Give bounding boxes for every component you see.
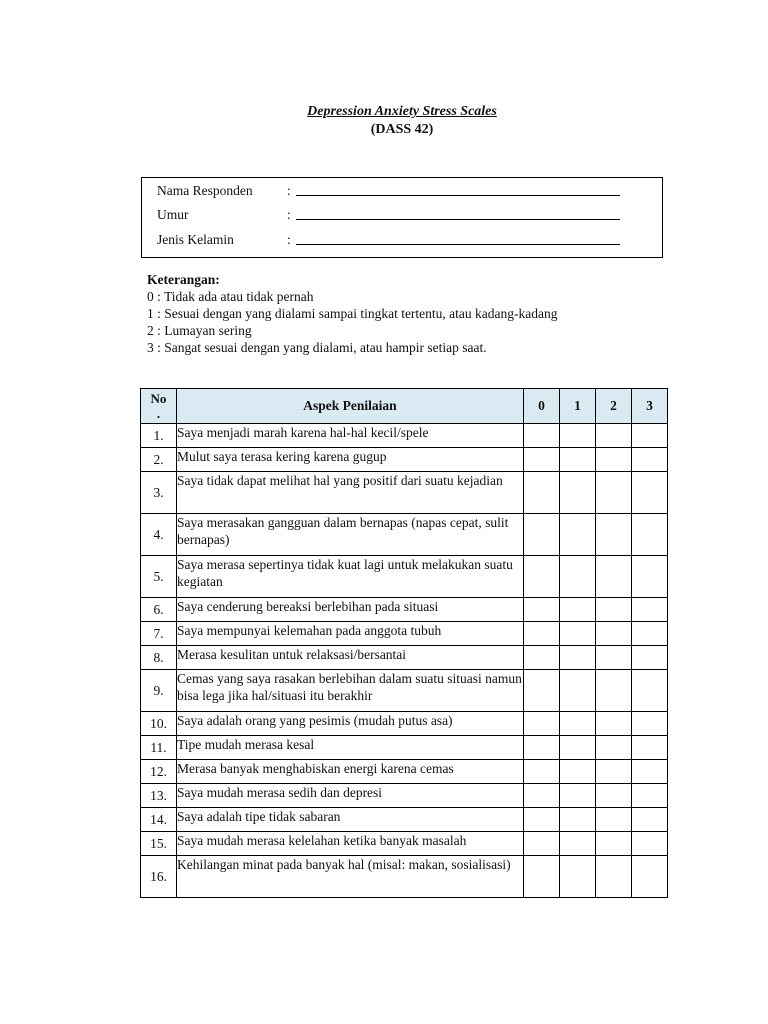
score-cell-0[interactable] [524, 712, 560, 736]
row-statement: Saya cenderung bereaksi berlebihan pada situasi [177, 598, 524, 622]
questionnaire-table [140, 388, 668, 898]
field-blank-line[interactable] [296, 195, 620, 196]
legend-item-3: 3 : Sangat sesuai dengan yang dialami, atau hampir setiap saat. [147, 340, 487, 355]
row-statement: Kehilangan minat pada banyak hal (misal: makan, sosialisasi) [177, 856, 524, 898]
column-header-score-0: 0 [524, 389, 560, 424]
legend-item-2: 2 : Lumayan sering [147, 323, 252, 338]
field-blank-line[interactable] [296, 219, 620, 220]
score-cell-1[interactable] [560, 622, 596, 646]
score-cell-1[interactable] [560, 646, 596, 670]
row-number: 10. [141, 712, 177, 736]
score-cell-1[interactable] [560, 736, 596, 760]
score-cell-1[interactable] [560, 514, 596, 556]
column-header-score-2: 2 [596, 389, 632, 424]
document-title: Depression Anxiety Stress Scales [307, 104, 497, 119]
row-statement: Saya adalah orang yang pesimis (mudah putus asa) [177, 712, 524, 736]
column-header-no [141, 389, 177, 424]
row-statement: Mulut saya terasa kering karena gugup [177, 448, 524, 472]
score-cell-1[interactable] [560, 784, 596, 808]
row-statement: Saya tidak dapat melihat hal yang positif dari suatu kejadian [177, 472, 524, 514]
table-row [141, 424, 668, 448]
row-number: 7. [141, 622, 177, 646]
score-cell-0[interactable] [524, 670, 560, 712]
score-cell-3[interactable] [632, 760, 668, 784]
score-cell-0[interactable] [524, 760, 560, 784]
score-cell-3[interactable] [632, 556, 668, 598]
table-row [141, 598, 668, 622]
score-cell-3[interactable] [632, 472, 668, 514]
field-label: Jenis Kelamin [157, 232, 234, 247]
score-cell-2[interactable] [596, 808, 632, 832]
score-cell-3[interactable] [632, 856, 668, 898]
row-number: 8. [141, 646, 177, 670]
score-cell-0[interactable] [524, 832, 560, 856]
score-cell-3[interactable] [632, 808, 668, 832]
score-cell-2[interactable] [596, 784, 632, 808]
score-cell-3[interactable] [632, 514, 668, 556]
table-row [141, 784, 668, 808]
field-colon: : [287, 207, 291, 222]
score-cell-0[interactable] [524, 646, 560, 670]
row-statement: Saya adalah tipe tidak sabaran [177, 808, 524, 832]
table-row [141, 856, 668, 898]
score-cell-1[interactable] [560, 472, 596, 514]
score-cell-2[interactable] [596, 448, 632, 472]
row-statement: Saya menjadi marah karena hal-hal kecil/spele [177, 424, 524, 448]
score-cell-0[interactable] [524, 784, 560, 808]
score-cell-0[interactable] [524, 598, 560, 622]
row-number: 2. [141, 448, 177, 472]
row-number: 11. [141, 736, 177, 760]
row-number: 14. [141, 808, 177, 832]
row-number: 12. [141, 760, 177, 784]
score-cell-0[interactable] [524, 472, 560, 514]
field-colon: : [287, 232, 291, 247]
score-cell-1[interactable] [560, 808, 596, 832]
score-cell-0[interactable] [524, 856, 560, 898]
score-cell-2[interactable] [596, 598, 632, 622]
score-cell-2[interactable] [596, 622, 632, 646]
score-cell-1[interactable] [560, 448, 596, 472]
column-header-no-dot: . [156, 406, 161, 421]
score-cell-2[interactable] [596, 856, 632, 898]
table-row [141, 808, 668, 832]
table-row [141, 832, 668, 856]
scoring-legend [147, 271, 558, 356]
row-statement: Merasa kesulitan untuk relaksasi/bersantai [177, 646, 524, 670]
legend-heading: Keterangan: [147, 272, 220, 287]
score-cell-0[interactable] [524, 514, 560, 556]
score-cell-2[interactable] [596, 424, 632, 448]
column-header-score-3: 3 [632, 389, 668, 424]
row-number: 13. [141, 784, 177, 808]
table-row [141, 760, 668, 784]
score-cell-1[interactable] [560, 712, 596, 736]
score-cell-3[interactable] [632, 424, 668, 448]
table-row [141, 448, 668, 472]
score-cell-2[interactable] [596, 514, 632, 556]
score-cell-1[interactable] [560, 556, 596, 598]
score-cell-2[interactable] [596, 760, 632, 784]
score-cell-3[interactable] [632, 832, 668, 856]
score-cell-3[interactable] [632, 622, 668, 646]
score-cell-2[interactable] [596, 670, 632, 712]
row-statement: Saya merasakan gangguan dalam bernapas (napas cepat, sulit bernapas) [177, 514, 524, 556]
field-label: Nama Responden [157, 183, 253, 198]
score-cell-3[interactable] [632, 736, 668, 760]
score-cell-0[interactable] [524, 424, 560, 448]
row-statement: Merasa banyak menghabiskan energi karena cemas [177, 760, 524, 784]
legend-item-1: 1 : Sesuai dengan yang dialami sampai tingkat tertentu, atau kadang-kadang [147, 306, 558, 321]
field-label: Umur [157, 207, 189, 222]
score-cell-0[interactable] [524, 808, 560, 832]
score-cell-1[interactable] [560, 760, 596, 784]
field-colon: : [287, 183, 291, 198]
row-number: 4. [141, 514, 177, 556]
score-cell-3[interactable] [632, 646, 668, 670]
row-number: 16. [141, 856, 177, 898]
table-row [141, 646, 668, 670]
table-body [141, 424, 668, 898]
row-statement: Saya mudah merasa sedih dan depresi [177, 784, 524, 808]
score-cell-3[interactable] [632, 670, 668, 712]
field-blank-line[interactable] [296, 244, 620, 245]
column-header-aspect: Aspek Penilaian [177, 389, 524, 424]
score-cell-1[interactable] [560, 424, 596, 448]
score-cell-2[interactable] [596, 736, 632, 760]
table-row [141, 736, 668, 760]
table-row [141, 514, 668, 556]
score-cell-2[interactable] [596, 712, 632, 736]
row-statement: Tipe mudah merasa kesal [177, 736, 524, 760]
table-header-row [141, 389, 668, 424]
table-row [141, 622, 668, 646]
column-header-score-1: 1 [560, 389, 596, 424]
column-header-no-text: No [150, 391, 167, 406]
legend-item-0: 0 : Tidak ada atau tidak pernah [147, 289, 314, 304]
score-cell-0[interactable] [524, 622, 560, 646]
score-cell-0[interactable] [524, 556, 560, 598]
table-row [141, 670, 668, 712]
score-cell-2[interactable] [596, 832, 632, 856]
row-number: 1. [141, 424, 177, 448]
row-statement: Saya merasa sepertinya tidak kuat lagi untuk melakukan suatu kegiatan [177, 556, 524, 598]
row-number: 6. [141, 598, 177, 622]
table-row [141, 472, 668, 514]
score-cell-0[interactable] [524, 448, 560, 472]
score-cell-2[interactable] [596, 472, 632, 514]
score-cell-3[interactable] [632, 598, 668, 622]
respondent-identity-box [141, 177, 663, 258]
row-number: 5. [141, 556, 177, 598]
table-row [141, 712, 668, 736]
score-cell-3[interactable] [632, 712, 668, 736]
row-number: 3. [141, 472, 177, 514]
row-number: 15. [141, 832, 177, 856]
score-cell-1[interactable] [560, 598, 596, 622]
row-number: 9. [141, 670, 177, 712]
score-cell-1[interactable] [560, 856, 596, 898]
score-cell-3[interactable] [632, 784, 668, 808]
row-statement: Saya mudah merasa kelelahan ketika banyak masalah [177, 832, 524, 856]
score-cell-2[interactable] [596, 556, 632, 598]
score-cell-1[interactable] [560, 670, 596, 712]
row-statement: Saya mempunyai kelemahan pada anggota tubuh [177, 622, 524, 646]
document-subtitle: (DASS 42) [370, 122, 434, 137]
score-cell-2[interactable] [596, 646, 632, 670]
score-cell-3[interactable] [632, 448, 668, 472]
row-statement: Cemas yang saya rasakan berlebihan dalam suatu situasi namun bisa lega jika hal/situasi itu berakhir [177, 670, 524, 712]
score-cell-0[interactable] [524, 736, 560, 760]
score-cell-1[interactable] [560, 832, 596, 856]
table-row [141, 556, 668, 598]
